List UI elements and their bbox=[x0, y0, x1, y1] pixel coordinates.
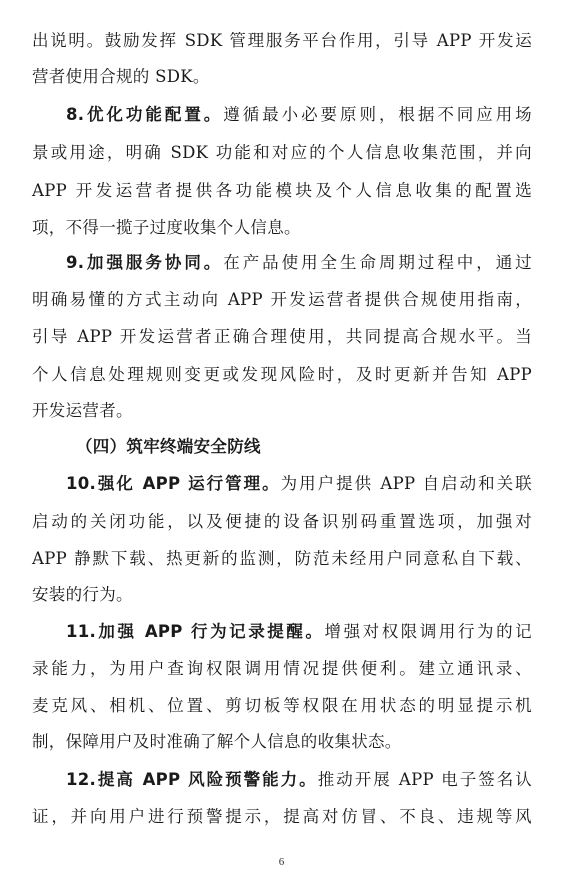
paragraph-line: 制，保障用户及时准确了解个人信息的收集状态。 bbox=[32, 732, 402, 751]
paragraph-line: 营者使用合规的 SDK。 bbox=[32, 67, 210, 86]
paragraph-line: 个人信息处理规则变更或发现风险时，及时更新并告知 APP bbox=[32, 365, 532, 384]
paragraph-11-title: 11.加强 APP 行为记录提醒。 bbox=[66, 622, 325, 641]
paragraph-line: 安装的行为。 bbox=[32, 585, 133, 604]
paragraph-9-title: 9.加强服务协同。 bbox=[66, 253, 224, 272]
page-number: 6 bbox=[278, 856, 285, 868]
paragraph-line: 明确易懂的方式主动向 APP 开发运营者提供合规使用指南， bbox=[32, 290, 532, 309]
paragraph-line: 出说明。鼓励发挥 SDK 管理服务平台作用，引导 APP 开发运 bbox=[32, 31, 532, 50]
paragraph-9-text: 在产品使用全生命周期过程中，通过 bbox=[223, 253, 532, 272]
paragraph-11-first-line bbox=[66, 621, 532, 643]
paragraph-line: 麦克风、相机、位置、剪切板等权限在用状态的明显提示机 bbox=[32, 696, 532, 715]
paragraph-line: 证，并向用户进行预警提示，提高对仿冒、不良、违规等风 bbox=[32, 807, 532, 826]
paragraph-line: 引导 APP 开发运营者正确合理使用，共同提高合规水平。当 bbox=[32, 327, 532, 346]
paragraph-8-first-line bbox=[66, 104, 532, 126]
paragraph-12-first-line bbox=[66, 769, 532, 791]
paragraph-line: 项，不得一揽子过度收集个人信息。 bbox=[32, 218, 301, 237]
paragraph-10-title: 10.强化 APP 运行管理。 bbox=[66, 474, 281, 493]
section-heading: （四）筑牢终端安全防线 bbox=[76, 437, 261, 456]
paragraph-10-first-line bbox=[66, 473, 532, 495]
paragraph-line: APP 静默下载、热更新的监测，防范未经用户同意私自下载、 bbox=[32, 549, 532, 568]
paragraph-8-title: 8.优化功能配置。 bbox=[66, 105, 224, 124]
paragraph-12-text: 推动开展 APP 电子签名认 bbox=[317, 770, 532, 789]
paragraph-8-text: 遵循最小必要原则，根据不同应用场 bbox=[223, 105, 532, 124]
paragraph-9-first-line bbox=[66, 252, 532, 274]
paragraph-line: 开发运营者。 bbox=[32, 401, 133, 420]
paragraph-line: 启动的关闭功能，以及便捷的设备识别码重置选项，加强对 bbox=[32, 512, 532, 531]
paragraph-line: 录能力，为用户查询权限调用情况提供便利。建立通讯录、 bbox=[32, 659, 532, 678]
paragraph-12-title: 12.提高 APP 风险预警能力。 bbox=[66, 770, 318, 789]
paragraph-10-text: 为用户提供 APP 自启动和关联 bbox=[280, 474, 532, 493]
paragraph-line: 景或用途，明确 SDK 功能和对应的个人信息收集范围，并向 bbox=[32, 143, 532, 162]
paragraph-line: APP 开发运营者提供各功能模块及个人信息收集的配置选 bbox=[32, 181, 532, 200]
paragraph-11-text: 增强对权限调用行为的记 bbox=[324, 622, 532, 641]
